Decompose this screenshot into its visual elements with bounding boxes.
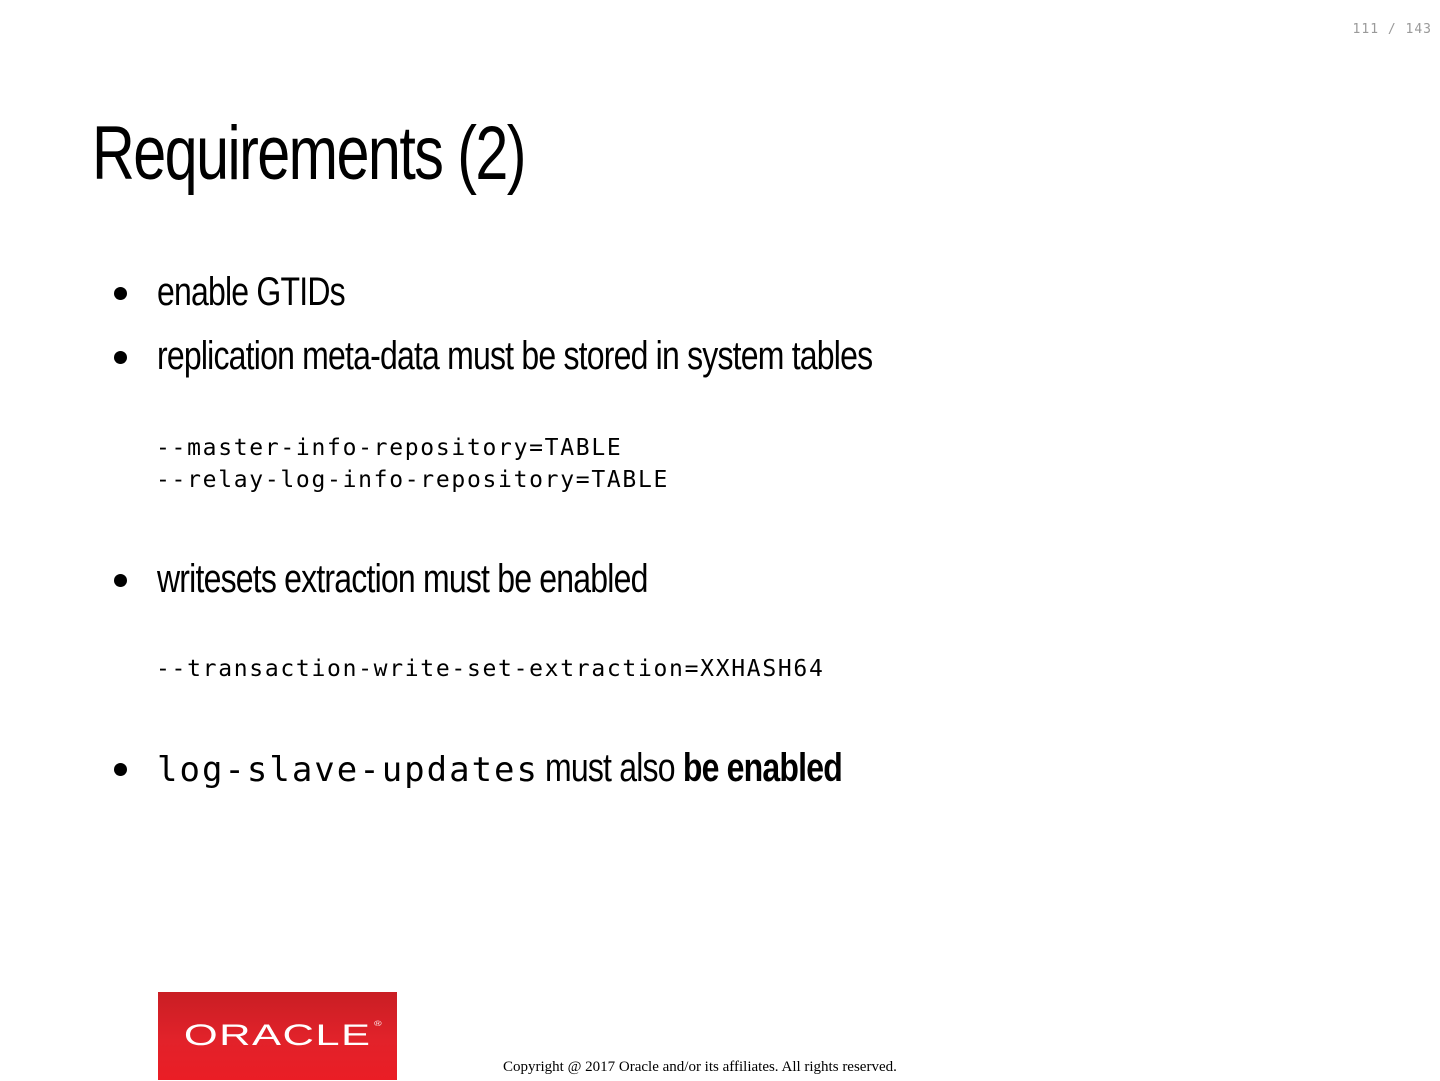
copyright-text: Copyright @ 2017 Oracle and/or its affiliates. All rights reserved. (503, 1059, 897, 1075)
inline-code: log-slave-updates (157, 750, 539, 790)
oracle-logo (158, 992, 397, 1080)
bullet-text: enable GTIDs (157, 270, 345, 314)
registered-mark: ® (373, 1021, 383, 1028)
bullet-dot (114, 574, 127, 587)
slide-title: Requirements (2) (92, 111, 525, 196)
bullet-dot (114, 763, 127, 776)
bullet-text: replication meta-data must be stored in system tables (157, 334, 873, 378)
bullet-item (114, 336, 1051, 376)
bullet-text (157, 748, 916, 788)
bullet-dot (114, 351, 127, 364)
logo-text (183, 1019, 383, 1053)
code-block: --master-info-repository=TABLE --relay-log-info-repository=TABLE (156, 435, 670, 493)
bullet-text: writesets extraction must be enabled (157, 557, 648, 601)
logo-wordmark: ORACLE (183, 1019, 372, 1052)
bullet-plain-text: must also (545, 746, 675, 790)
page-counter: 111 / 143 (1352, 22, 1432, 37)
bullet-rest (545, 748, 842, 788)
bullet-item (114, 559, 770, 599)
bullet-dot (114, 287, 127, 300)
code-block: --transaction-write-set-extraction=XXHASH64 (156, 656, 825, 682)
bullet-item (114, 748, 916, 788)
bullet-item (114, 272, 392, 312)
bullet-bold-text: be enabled (682, 746, 842, 790)
